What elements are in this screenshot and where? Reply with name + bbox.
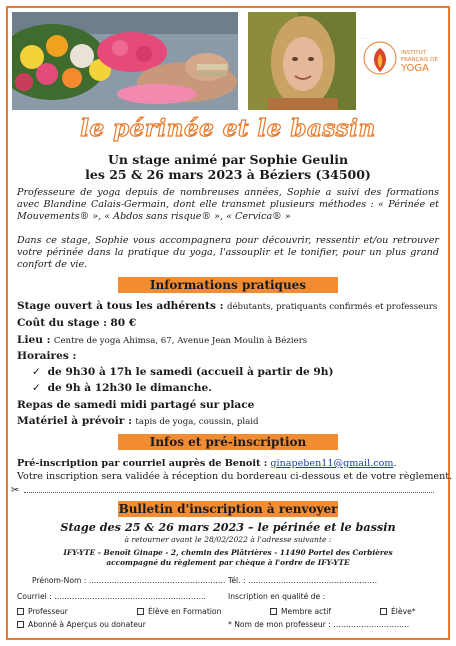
opt3-label: Membre actif (281, 607, 332, 616)
place-label: Lieu : (17, 334, 51, 346)
checkbox-abonne[interactable] (17, 621, 24, 628)
material-label: Matériel à prévoir : (17, 415, 132, 427)
check-icon: ✓ (32, 366, 41, 378)
bulletin-check: accompagné du règlement par chèque à l'ordre de IFY-YTE (106, 558, 350, 567)
prereg-line2: Votre inscription sera validée à réception du bordereau ci-dessous et de votre règlement. (17, 471, 453, 482)
meal: Repas de samedi midi partagé sur place (17, 399, 255, 411)
hours-sat: de 9h30 à 17h le samedi (accueil à partir de 9h) (47, 366, 334, 378)
open-value: débutants, pratiquants confirmés et professeurs (226, 302, 438, 312)
flowers-photo (12, 12, 238, 110)
checkbox-membre-actif[interactable] (270, 608, 277, 615)
name-field[interactable] (32, 576, 225, 585)
info-place (17, 334, 307, 346)
email-label: Courriel : (17, 592, 52, 601)
cut-line (24, 492, 434, 493)
info-cost (17, 317, 136, 329)
tel-dots: …………………………………………… (247, 576, 378, 585)
prereg-text: Pré-inscription par courriel auprès de Benoit : (17, 458, 268, 469)
subtitle-dates: les 25 & 26 mars 2023 à Béziers (34500) (85, 167, 371, 182)
checkbox-professeur[interactable] (17, 608, 24, 615)
logo-yoga: YOGA (401, 63, 430, 74)
option-eleve[interactable] (380, 607, 416, 616)
info-material (17, 415, 259, 427)
open-label: Stage ouvert à tous les adhérents : (17, 300, 224, 312)
option-eleve-formation[interactable] (137, 607, 221, 616)
svg-text:· · ·: · · · (362, 36, 369, 41)
logo-text (401, 50, 438, 63)
teacher-dots: ………………………… (333, 620, 410, 629)
hours-label: Horaires : (17, 350, 77, 362)
material-value: tapis de yoga, coussin, plaid (135, 417, 259, 427)
check-icon: ✓ (32, 382, 41, 394)
intro-paragraph-2: Dans ce stage, Sophie vous accompagnera pour découvrir, ressentir et/ou retrouver votre périnée dans la pratique du yoga, l'assouplir et le tonifier, pour un plus grand confort de vie. (17, 235, 439, 270)
opt6-label: * Nom de mon professeur : (228, 620, 331, 629)
opt5-label: Abonné à Aperçus ou donateur (28, 620, 146, 629)
bulletin-return: à retourner avant le 28/02/2022 à l'adresse suivante : (124, 535, 332, 544)
scissors-icon: ✂ (11, 485, 20, 496)
quality-label: Inscription en qualité de : (228, 592, 326, 601)
bulletin-address: IFY-YTE - Benoît Ginape - 2, chemin des Plâtrières - 11490 Portel des Corbières (63, 548, 393, 557)
option-abonne[interactable] (17, 620, 146, 629)
checkbox-eleve-formation[interactable] (137, 608, 144, 615)
subtitle-animator: Un stage animé par Sophie Geulin (107, 152, 349, 167)
email-field[interactable] (17, 592, 206, 601)
tel-field[interactable] (228, 576, 377, 585)
option-professeur[interactable] (17, 607, 68, 616)
prereg-period: . (393, 458, 397, 469)
email-link[interactable]: ginapeben11@gmail.com (270, 458, 394, 469)
page-title: le périnée et le bassin (80, 115, 376, 142)
logo-line2: FRANÇAIS DE (401, 56, 438, 63)
teacher-name-field[interactable] (228, 620, 409, 629)
option-membre-actif[interactable] (270, 607, 331, 616)
info-meal (17, 399, 254, 411)
name-dots: ……………………………………………… (88, 576, 226, 585)
hours-sun: de 9h à 12h30 le dimanche. (47, 382, 212, 394)
email-dots: …………………………………………………… (54, 592, 207, 601)
prereg-line1 (17, 458, 397, 469)
intro-paragraph-1: Professeure de yoga depuis de nombreuses années, Sophie a suivi des formations avec Blandine Calais-Germain, dont elle transmet plusieurs méthodes : « Périnée et Mouvements® », « Abdos sans risque® », « Cervica® » (17, 187, 439, 222)
section-prereg-heading: Infos et pré-inscription (118, 434, 338, 450)
opt2-label: Élève en Formation (148, 607, 222, 616)
logo-line1: INSTITUT (401, 50, 426, 56)
opt1-label: Professeur (28, 607, 68, 616)
checkbox-eleve[interactable] (380, 608, 387, 615)
cost-label: Coût du stage : (17, 317, 108, 329)
info-open (17, 300, 437, 312)
tel-label: Tél. : (228, 576, 246, 585)
portrait-photo (248, 12, 356, 110)
place-value: Centre de yoga Ahimsa, 67, Avenue Jean Moulin à Béziers (53, 336, 308, 346)
section-bulletin-heading: Bulletin d'inscription à renvoyer (118, 502, 338, 516)
cost-value: 80 € (110, 317, 137, 329)
info-hours-saturday (32, 366, 334, 378)
opt4-label: Élève* (391, 607, 416, 616)
info-hours-sunday (32, 382, 212, 394)
name-label: Prénom-Nom : (32, 576, 87, 585)
section-info-heading: Informations pratiques (118, 277, 338, 293)
bulletin-title: Stage des 25 & 26 mars 2023 – le périnée et le bassin (60, 520, 396, 534)
info-hours (17, 350, 76, 362)
